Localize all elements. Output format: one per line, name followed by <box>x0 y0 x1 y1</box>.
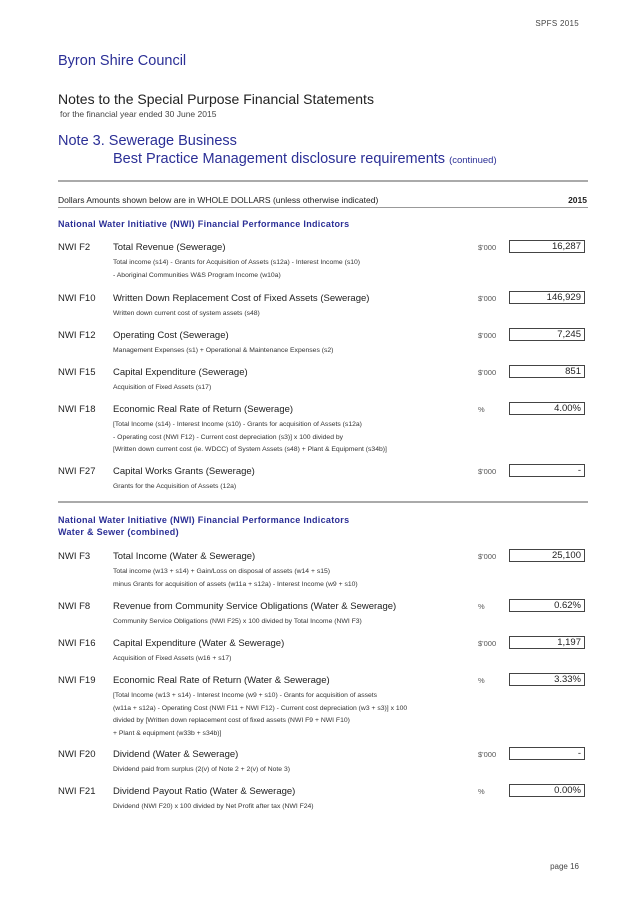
row-label: Dividend Payout Ratio (Water & Sewerage) <box>113 786 296 797</box>
row-label: Capital Works Grants (Sewerage) <box>113 466 255 477</box>
row-value: 1,197 <box>509 636 585 649</box>
row-unit: $'000 <box>478 639 497 648</box>
desc-line: Grants for the Acquisition of Assets (12a) <box>113 483 237 490</box>
divider-section <box>58 501 588 503</box>
desc-line: Community Service Obligations (NWI F25) x 100 divided by Total Income (NWI F3) <box>113 618 362 625</box>
section2-title <box>58 514 349 538</box>
row-code: NWI F21 <box>58 786 96 797</box>
row-code: NWI F8 <box>58 601 91 612</box>
notes-subtitle: for the financial year ended 30 June 2015 <box>60 109 217 119</box>
section2-title-line2: Water & Sewer (combined) <box>58 527 179 537</box>
row-unit: % <box>478 676 485 685</box>
row-unit: % <box>478 405 485 414</box>
row-code: NWI F15 <box>58 367 96 378</box>
row-value: 851 <box>509 365 585 378</box>
divider-top <box>58 180 588 182</box>
row-unit: % <box>478 602 485 611</box>
desc-line: + Plant & equipment (w33b + s34b)] <box>113 729 222 737</box>
row-unit: $'000 <box>478 243 497 252</box>
row-description <box>113 566 493 591</box>
row-value: 146,929 <box>509 291 585 304</box>
divider-header <box>58 207 588 208</box>
desc-line: Dividend paid from surplus (2(v) of Note 2 + 2(v) of Note 3) <box>113 766 290 773</box>
row-description <box>113 308 493 321</box>
section1-title: National Water Initiative (NWI) Financial Performance Indicators <box>58 219 350 229</box>
row-value: 16,287 <box>509 240 585 253</box>
row-description <box>113 382 493 395</box>
page-number: page 16 <box>550 862 579 871</box>
row-description <box>113 345 493 358</box>
row-code: NWI F3 <box>58 551 91 562</box>
desc-line: divided by [Written down replacement cost of fixed assets (NWI F9 + NWI F10) <box>113 717 350 724</box>
desc-line: - Operating cost (NWI F12) - Current cost depreciation (s3)] x 100 divided by <box>113 433 344 441</box>
row-value: 4.00% <box>509 402 585 415</box>
note-title: Note 3. Sewerage Business <box>58 133 237 149</box>
desc-line: minus Grants for acquisition of assets (w11a + s12a) - Interest Income (w9 + s10) <box>113 580 358 588</box>
row-label: Total Revenue (Sewerage) <box>113 242 226 253</box>
row-value: 0.62% <box>509 599 585 612</box>
desc-line: Acquisition of Fixed Assets (w16 + s17) <box>113 655 232 662</box>
row-unit: $'000 <box>478 294 497 303</box>
row-code: NWI F2 <box>58 242 91 253</box>
row-label: Dividend (Water & Sewerage) <box>113 749 239 760</box>
desc-line: Management Expenses (s1) + Operational & Maintenance Expenses (s2) <box>113 347 334 354</box>
desc-line: - Aboriginal Communities W&S Program Income (w10a) <box>113 271 281 279</box>
section2-title-line1: National Water Initiative (NWI) Financial Performance Indicators <box>58 515 350 525</box>
dollars-note: Dollars Amounts shown below are in WHOLE DOLLARS (unless otherwise indicated) <box>58 195 379 205</box>
row-label: Operating Cost (Sewerage) <box>113 330 229 341</box>
row-description <box>113 481 493 494</box>
row-value: 3.33% <box>509 673 585 686</box>
year-column-header: 2015 <box>568 195 587 205</box>
row-unit: $'000 <box>478 368 497 377</box>
row-description <box>113 764 493 777</box>
desc-line: [Written down current cost (ie. WDCC) of System Assets (s48) + Plant & Equipment (s34b)] <box>113 446 387 453</box>
desc-line: [Total Income (s14) - Interest Income (s10) - Grants for acquisition of Assets (s12a) <box>113 421 362 428</box>
row-label: Economic Real Rate of Return (Water & Sewerage) <box>113 675 330 686</box>
row-label: Written Down Replacement Cost of Fixed Assets (Sewerage) <box>113 293 370 304</box>
row-description <box>113 801 493 814</box>
document-reference: SPFS 2015 <box>535 19 579 28</box>
row-code: NWI F12 <box>58 330 96 341</box>
row-description <box>113 257 493 282</box>
row-label: Total Income (Water & Sewerage) <box>113 551 256 562</box>
row-code: NWI F20 <box>58 749 96 760</box>
row-value: 7,245 <box>509 328 585 341</box>
row-description <box>113 653 493 666</box>
row-description <box>113 616 493 629</box>
desc-line: Dividend (NWI F20) x 100 divided by Net Profit after tax (NWI F24) <box>113 803 314 810</box>
row-code: NWI F16 <box>58 638 96 649</box>
row-value: - <box>509 464 585 477</box>
notes-title: Notes to the Special Purpose Financial Statements <box>58 91 374 107</box>
row-code: NWI F19 <box>58 675 96 686</box>
desc-line: Total income (w13 + s14) + Gain/Loss on disposal of assets (w14 + s15) <box>113 568 331 575</box>
row-description <box>113 419 493 457</box>
note-subtitle <box>113 151 497 167</box>
row-label: Capital Expenditure (Water & Sewerage) <box>113 638 285 649</box>
row-value: 0.00% <box>509 784 585 797</box>
row-label: Capital Expenditure (Sewerage) <box>113 367 248 378</box>
desc-line: Acquisition of Fixed Assets (s17) <box>113 384 212 391</box>
row-unit: $'000 <box>478 750 497 759</box>
row-label: Economic Real Rate of Return (Sewerage) <box>113 404 294 415</box>
row-code: NWI F18 <box>58 404 96 415</box>
desc-line: (w11a + s12a) - Operating Cost (NWI F11 + NWI F12) - Current cost depreciation (w3 + s3)] x 100 <box>113 704 408 712</box>
note-subtitle-text: Best Practice Management disclosure requirements <box>113 151 446 167</box>
row-unit: $'000 <box>478 552 497 561</box>
council-name: Byron Shire Council <box>58 53 187 69</box>
desc-line: [Total Income (w13 + s14) - Interest Income (w9 + s10) - Grants for acquisition of assets <box>113 692 378 699</box>
row-unit: % <box>478 787 485 796</box>
desc-line: Written down current cost of system assets (s48) <box>113 310 260 317</box>
row-description <box>113 690 493 740</box>
row-code: NWI F27 <box>58 466 96 477</box>
row-value: 25,100 <box>509 549 585 562</box>
row-unit: $'000 <box>478 331 497 340</box>
note-continued: (continued) <box>449 155 497 166</box>
desc-line: Total income (s14) - Grants for Acquisition of Assets (s12a) - Interest Income (s10) <box>113 259 361 266</box>
row-unit: $'000 <box>478 467 497 476</box>
row-label: Revenue from Community Service Obligations (Water & Sewerage) <box>113 601 397 612</box>
row-code: NWI F10 <box>58 293 96 304</box>
row-value: - <box>509 747 585 760</box>
